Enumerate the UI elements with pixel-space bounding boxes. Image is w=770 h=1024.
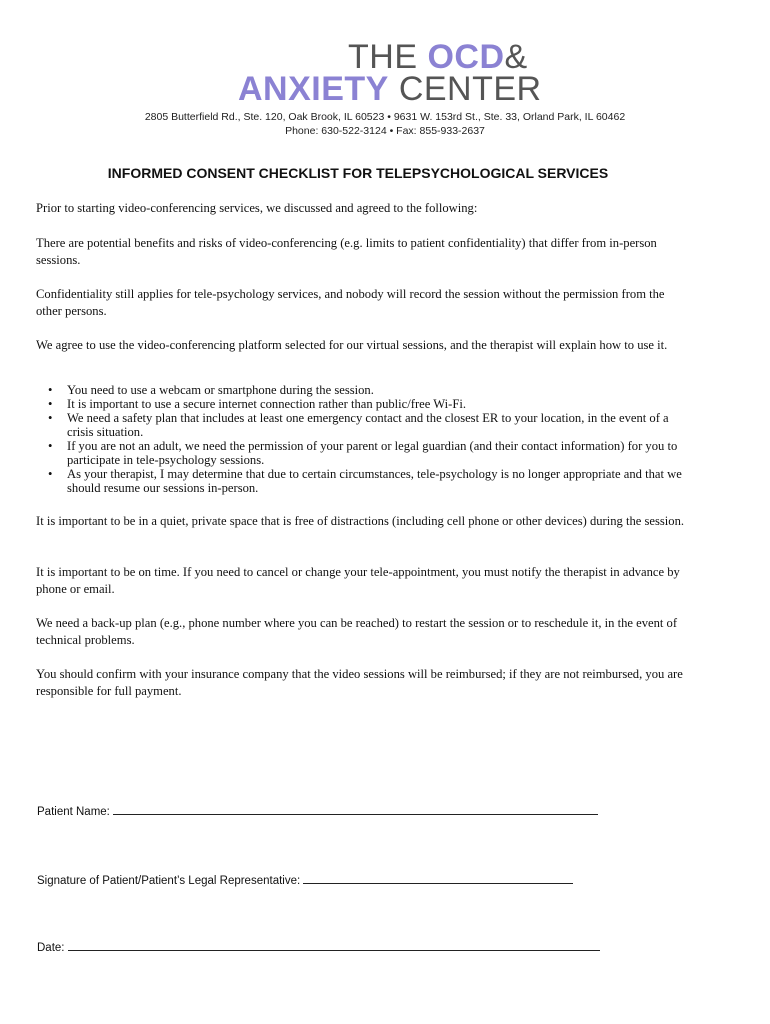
address-line: 2805 Butterfield Rd., Ste. 120, Oak Brook, IL 60523 • 9631 W. 153rd St., Ste. 33, Orland Park, IL 60462 <box>144 111 626 123</box>
signature-field <box>37 873 573 887</box>
logo-line-top <box>348 40 528 74</box>
intro-paragraph: Prior to starting video-conferencing services, we discussed and agreed to the following: <box>36 201 478 215</box>
paragraph-platform: We agree to use the video-conferencing platform selected for our virtual sessions, and the therapist will explain how to use it. <box>36 338 668 352</box>
date-field <box>37 940 600 954</box>
date-line[interactable] <box>68 940 600 951</box>
patient-name-line[interactable] <box>113 804 598 815</box>
list-item: • If you are not an adult, we need the permission of your parent or legal guardian (and their contact information) for you to participate in tele-psychology sessions. <box>36 439 688 467</box>
paragraph-benefits-risks: There are potential benefits and risks of video-conferencing (e.g. limits to patient confidentiality) that differ from in-person sessions. <box>36 236 657 267</box>
logo-word-anxiety: ANXIETY <box>238 70 389 108</box>
paragraph-confidentiality: Confidentiality still applies for tele-psychology services, and nobody will record the session without the permission from the other persons. <box>36 287 665 318</box>
paragraph-backup-plan: We need a back-up plan (e.g., phone number where you can be reached) to restart the session or to reschedule it, in the event of technical problems. <box>36 616 678 647</box>
document-title: INFORMED CONSENT CHECKLIST FOR TELEPSYCHOLOGICAL SERVICES <box>107 165 609 181</box>
logo-word-ocd: OCD <box>427 38 505 76</box>
signature-label: Signature of Patient/Patient’s Legal Representative: <box>37 875 301 887</box>
paragraph-insurance: You should confirm with your insurance company that the video sessions will be reimbursed; if they are not reimbursed, you are responsible for full payment. <box>36 667 683 698</box>
patient-name-field <box>37 804 598 818</box>
logo-line-bottom <box>238 72 542 106</box>
logo-ampersand: & <box>504 38 528 76</box>
logo-word-the: THE <box>348 38 418 76</box>
list-item: • As your therapist, I may determine that due to certain circumstances, tele-psychology is no longer appropriate and that we should resume our sessions in-person. <box>36 467 688 495</box>
list-item: • It is important to use a secure internet connection rather than public/free Wi-Fi. <box>36 397 688 411</box>
center-logo <box>236 38 542 108</box>
date-label: Date: <box>37 942 65 954</box>
patient-name-label: Patient Name: <box>37 806 110 818</box>
signature-line[interactable] <box>303 873 573 884</box>
logo-word-center: CENTER <box>398 70 542 108</box>
phone-fax-line: Phone: 630-522-3124 • Fax: 855-933-2637 <box>285 125 485 137</box>
paragraph-on-time: It is important to be on time. If you need to cancel or change your tele-appointment, you must notify the therapist in advance by phone or email. <box>36 565 680 596</box>
paragraph-private-space: It is important to be in a quiet, private space that is free of distractions (including cell phone or other devices) during the session. <box>36 514 685 528</box>
list-item: • We need a safety plan that includes at least one emergency contact and the closest ER to your location, in the event of a crisis situation. <box>36 411 688 439</box>
list-item: • You need to use a webcam or smartphone during the session. <box>36 383 688 397</box>
requirements-list <box>36 383 688 495</box>
